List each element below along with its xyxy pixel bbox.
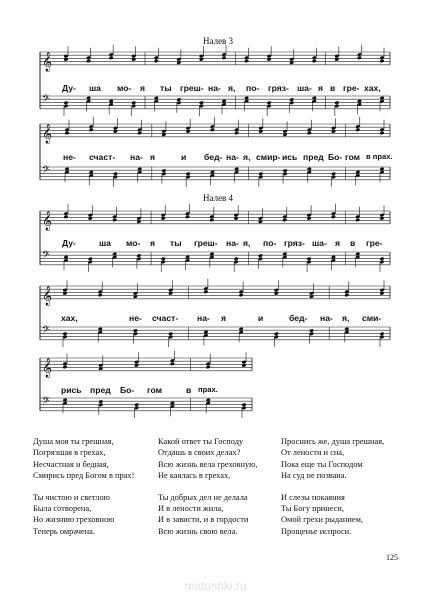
note-head	[242, 363, 247, 367]
lyric-syllable: на-	[320, 313, 333, 323]
poem-line: Прощенье испроси.	[281, 526, 352, 536]
lyric-syllable: я,	[243, 152, 251, 162]
poem-line: На суд не позвана.	[281, 471, 347, 481]
note-head	[258, 172, 263, 176]
poem-line: Не каялась в грехах.	[158, 471, 231, 481]
note-head	[283, 168, 288, 172]
note-head	[289, 97, 294, 101]
poem-stanza	[158, 436, 258, 482]
note-head	[274, 291, 279, 295]
note-head	[112, 218, 117, 222]
lyric-syllable: хах,	[364, 83, 381, 93]
note-head	[307, 257, 312, 261]
note-head	[210, 128, 215, 132]
poem-line: Всю жизнь свою вела.	[158, 526, 238, 536]
note-head	[380, 332, 385, 336]
note-head	[331, 172, 336, 176]
lyrics-system-3	[0, 238, 431, 248]
lyric-syllable: в прах.	[366, 152, 393, 161]
note-head	[309, 294, 314, 298]
lyric-syllable: я,	[228, 83, 236, 93]
note-head	[258, 129, 263, 133]
note-head	[199, 57, 204, 61]
lyric-syllable: я	[150, 152, 156, 162]
treble-clef-icon: 𝄞	[42, 210, 53, 231]
lyric-syllable: я	[150, 238, 156, 248]
poem-line: Какой ответ ты Господу	[158, 437, 244, 446]
lyrics-system-5	[0, 385, 431, 395]
lyric-syllable: и	[258, 313, 264, 323]
lyric-syllable: рись	[61, 385, 82, 395]
note-head	[170, 362, 175, 366]
note-head	[312, 59, 317, 63]
treble-clef-icon: 𝄞	[42, 123, 53, 144]
note-head	[331, 129, 336, 133]
note-head	[234, 216, 239, 220]
lyric-syllable: я,	[342, 313, 350, 323]
lyric-syllable: греш-	[180, 83, 204, 93]
note-head	[64, 57, 69, 61]
bass-clef-icon: 𝄢	[42, 249, 50, 263]
note-head	[344, 293, 349, 297]
poem-line: Погрязшая в грехах,	[33, 448, 106, 458]
lyric-syllable: пред	[90, 385, 111, 395]
lyric-syllable: по-	[263, 238, 277, 248]
lyric-syllable: пред	[303, 152, 324, 162]
note-head	[134, 363, 139, 367]
note-head	[113, 172, 118, 176]
note-head	[89, 128, 94, 132]
note-head	[199, 101, 204, 105]
poem-line: Теперь омрачена.	[33, 526, 95, 536]
poem-line: Ты Богу принеси,	[281, 504, 344, 514]
lyric-syllable: бед-	[289, 313, 308, 323]
note-head	[334, 57, 339, 61]
note-head	[133, 328, 138, 332]
poem-stanza	[281, 492, 384, 538]
note-head	[267, 57, 272, 61]
note-head	[154, 59, 159, 63]
poem-line: Омой грехи рыданием,	[281, 515, 363, 525]
poem-column-2	[158, 436, 258, 547]
note-head	[98, 399, 103, 403]
note-head	[98, 293, 103, 297]
lyric-syllable: гом	[147, 385, 162, 395]
note-head	[203, 290, 208, 294]
bass-clef-icon: 𝄢	[42, 395, 50, 409]
poem-stanza	[33, 492, 134, 538]
note-head	[176, 60, 181, 64]
section-heading-nalev-4: Налев 4	[203, 193, 234, 203]
lyrics-system-4	[0, 313, 431, 323]
note-head	[134, 403, 139, 407]
note-head	[113, 129, 118, 133]
poem-line: Отдашь в своих делах?	[158, 448, 241, 458]
note-head	[98, 366, 103, 370]
lyric-syllable: на-	[208, 83, 221, 93]
poem-line: От лености и сна,	[281, 448, 345, 458]
poem-line: И слезы покаяния	[281, 492, 345, 502]
note-head	[380, 291, 385, 295]
note-head	[176, 97, 181, 101]
poem-line: Ты чистою и светлою	[33, 492, 110, 502]
poem-line: Ты добрых дел не делала	[158, 492, 248, 502]
bass-clef-icon: 𝄢	[42, 324, 50, 338]
note-head	[307, 131, 312, 135]
note-head	[380, 59, 385, 63]
note-head	[63, 291, 68, 295]
bass-clef-icon: 𝄢	[42, 164, 50, 178]
note-head	[186, 129, 191, 133]
poem-line: Всю жизнь вела греховную,	[158, 459, 258, 469]
poem-stanza	[158, 492, 258, 538]
note-head	[244, 59, 249, 63]
treble-clef-icon: 𝄞	[42, 51, 53, 72]
lyric-syllable: и	[181, 152, 187, 162]
lyric-syllable: Бо-	[328, 152, 343, 162]
note-head	[258, 253, 263, 257]
note-head	[234, 257, 239, 261]
note-head	[258, 219, 263, 223]
lyric-syllable: смир-	[256, 152, 281, 162]
note-head	[88, 257, 93, 261]
poem-line: Смирись пред Богом в прах!	[33, 471, 135, 481]
note-head	[380, 257, 385, 261]
lyric-syllable: в	[186, 385, 192, 395]
note-head	[186, 172, 191, 176]
lyric-syllable: в	[330, 83, 336, 93]
lyric-syllable: гре-	[343, 83, 360, 93]
lyric-syllable: счаст-	[89, 152, 116, 162]
lyric-syllable: мо-	[126, 238, 141, 248]
note-head	[331, 215, 336, 219]
lyric-syllable: ись	[282, 152, 298, 162]
lyrics-system-1	[0, 83, 431, 93]
note-head	[355, 218, 360, 222]
poem-line: И в зависти, и в гордости	[158, 515, 249, 525]
lyric-syllable: Ду-	[62, 83, 76, 93]
note-head	[309, 328, 314, 332]
poem-stanza	[281, 436, 384, 482]
lyric-syllable: я	[221, 313, 227, 323]
lyric-syllable: гряз-	[268, 83, 289, 93]
lyrics-system-2	[0, 152, 431, 162]
lyric-syllable: Бо-	[120, 385, 135, 395]
note-head	[133, 294, 138, 298]
lyric-syllable: гре-	[366, 238, 383, 248]
note-head	[161, 168, 166, 172]
lyric-syllable: мо-	[117, 83, 132, 93]
lyric-syllable: не-	[63, 152, 76, 162]
note-head	[63, 365, 68, 369]
lyric-syllable: ты	[160, 83, 172, 93]
note-head	[334, 101, 339, 105]
page-number: 125	[386, 553, 398, 562]
watermark-text: matushki.ru	[184, 579, 247, 593]
note-head	[380, 216, 385, 220]
note-head	[222, 56, 227, 60]
poem-stanza	[33, 436, 134, 482]
poem-line: Несчастная и бедная,	[33, 459, 109, 469]
lyric-syllable: не-	[129, 313, 142, 323]
lyric-syllable: я	[140, 83, 146, 93]
note-head	[65, 131, 70, 135]
note-head	[131, 101, 136, 105]
lyric-syllable: я	[318, 83, 324, 93]
note-head	[239, 293, 244, 297]
note-head	[137, 131, 142, 135]
lyric-syllable: я	[335, 238, 341, 248]
lyric-syllable: ша	[99, 238, 111, 248]
lyric-syllable: ша	[89, 83, 101, 93]
lyric-syllable: на-	[197, 313, 210, 323]
section-heading-nalev-3: Налев 3	[203, 36, 234, 46]
lyric-syllable: греш-	[194, 238, 218, 248]
note-head	[64, 215, 69, 219]
note-head	[63, 332, 68, 336]
note-head	[206, 365, 211, 369]
note-head	[283, 132, 288, 136]
lyric-syllable: гряз-	[284, 238, 305, 248]
lyric-syllable: ша-	[312, 238, 327, 248]
note-head	[380, 131, 385, 135]
lyric-syllable: прах.	[198, 385, 218, 394]
lyric-syllable: на-	[226, 238, 239, 248]
note-head	[185, 215, 190, 219]
note-head	[88, 216, 93, 220]
note-head	[86, 59, 91, 63]
lyric-syllable: на-	[226, 152, 239, 162]
note-head	[209, 218, 214, 222]
note-head	[282, 218, 287, 222]
poem-line: И в лености жила,	[158, 504, 224, 514]
lyric-syllable: ты	[170, 238, 182, 248]
lyric-syllable: Ду-	[62, 238, 76, 248]
note-head	[242, 403, 247, 407]
note-head	[355, 128, 360, 132]
note-head	[109, 56, 114, 60]
note-head	[161, 132, 166, 136]
lyric-syllable: хах,	[61, 313, 78, 323]
note-head	[274, 332, 279, 336]
treble-clef-icon: 𝄞	[42, 285, 53, 306]
lyric-syllable: по-	[246, 83, 260, 93]
lyric-syllable: бед-	[204, 152, 223, 162]
poem-line: Душа моя ты грешная,	[33, 437, 114, 446]
note-head	[289, 60, 294, 64]
note-head	[161, 257, 166, 261]
poem-line: Пока еще ты Господом	[281, 459, 363, 469]
lyric-syllable: я,	[243, 238, 251, 248]
lyric-syllable: сми-	[362, 313, 382, 323]
note-head	[234, 131, 239, 135]
lyric-syllable: счаст-	[152, 313, 179, 323]
note-head	[357, 56, 362, 60]
lyric-syllable: гом	[345, 152, 360, 162]
lyric-syllable: в	[350, 238, 356, 248]
poem-column-3	[281, 436, 384, 547]
note-head	[64, 101, 69, 105]
poem-column-1	[33, 436, 134, 547]
note-head	[168, 332, 173, 336]
note-head	[131, 57, 136, 61]
lyric-syllable: ша-	[297, 83, 312, 93]
poem-line: Проснись же, душа грешная,	[281, 437, 385, 446]
note-head	[136, 219, 141, 223]
note-head	[267, 101, 272, 105]
poem-line: Была сотворена,	[33, 504, 92, 514]
bass-clef-icon: 𝄢	[42, 93, 50, 107]
note-head	[168, 291, 173, 295]
note-head	[307, 216, 312, 220]
lyric-syllable: на-	[130, 152, 143, 162]
note-head	[161, 216, 166, 220]
poem-line: Но жизнию греховною	[33, 515, 115, 525]
note-head	[136, 253, 141, 257]
treble-clef-icon: 𝄞	[42, 357, 53, 378]
